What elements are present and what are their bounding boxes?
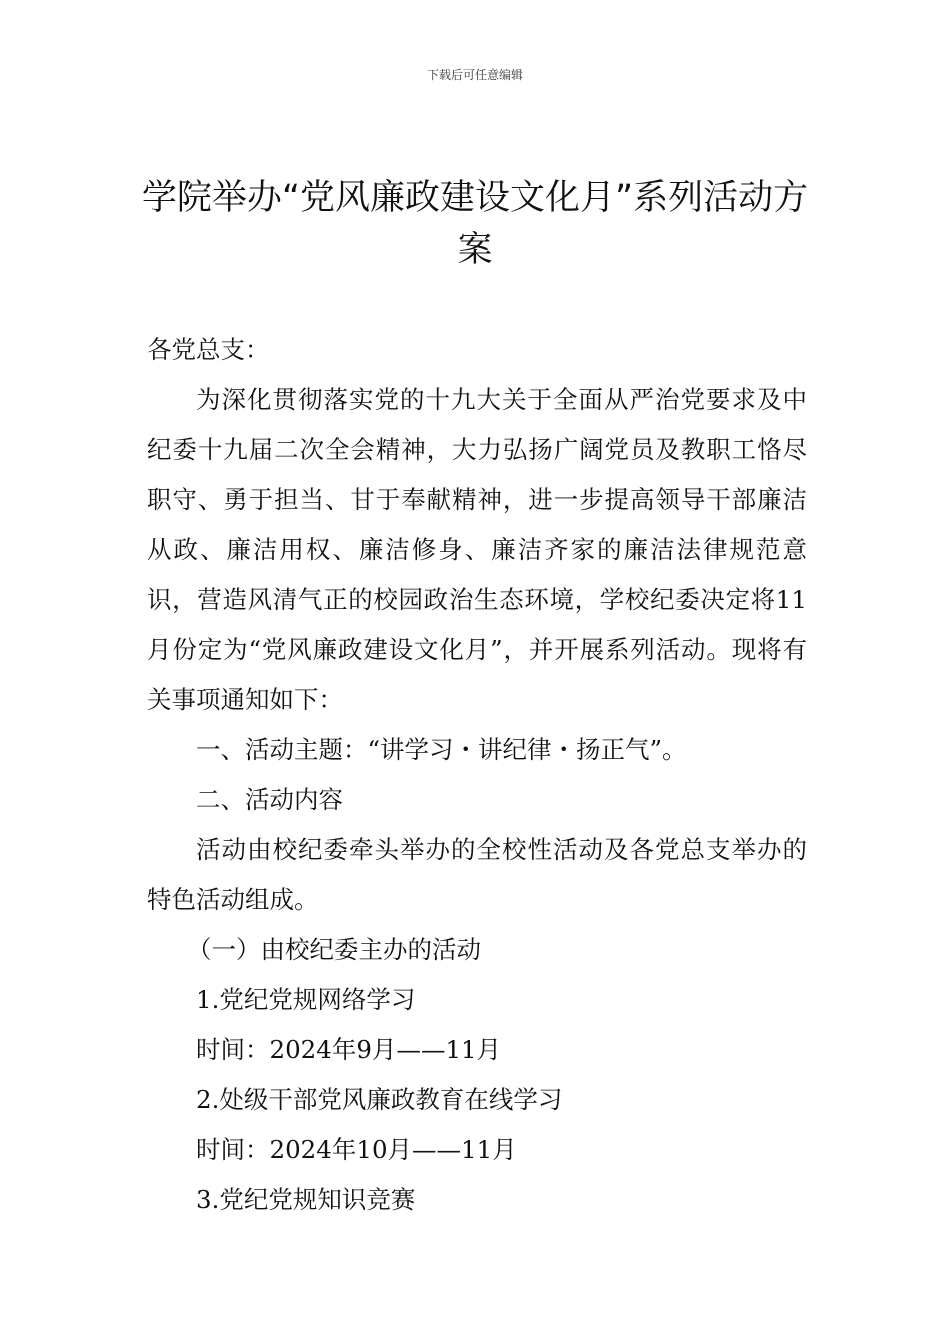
salutation: 各党总支：	[147, 335, 270, 364]
section-content-paragraph: 活动由校纪委牵头举办的全校性活动及各党总支举办的特色活动组成。	[147, 835, 807, 914]
header-note: 下载后可任意编辑	[426, 68, 523, 82]
section-heading-content: 二、活动内容	[196, 785, 343, 814]
document-title: 学院举办“党风廉政建设文化月”系列活动方案	[141, 178, 809, 270]
list-item-3: 3.党纪党规知识竞赛	[196, 1185, 416, 1214]
list-item-2-time: 时间：2024年10月——11月	[196, 1135, 517, 1164]
list-item-2: 2.处级干部党风廉政教育在线学习	[196, 1085, 563, 1114]
subsection-heading: （一）由校纪委主办的活动	[187, 935, 481, 964]
document-body	[147, 325, 807, 1225]
section-heading-theme: 一、活动主题：“讲学习・讲纪律・扬正气”。	[196, 735, 687, 764]
intro-paragraph: 为深化贯彻落实党的十九大关于全面从严治党要求及中纪委十九届二次全会精神，大力弘扬广阔党员及教职工恪尽职守、勇于担当、甘于奉献精神，进一步提高领导干部廉洁从政、廉洁用权、廉洁修身、廉洁齐家的廉洁法律规范意识，营造风清气正的校园政治生态环境，学校纪委决定将11月份定为“党风廉政建设文化月”，并开展系列活动。现将有关事项通知如下：	[147, 385, 807, 714]
list-item-1: 1.党纪党规网络学习	[196, 985, 416, 1014]
list-item-1-time: 时间：2024年9月——11月	[196, 1035, 502, 1064]
